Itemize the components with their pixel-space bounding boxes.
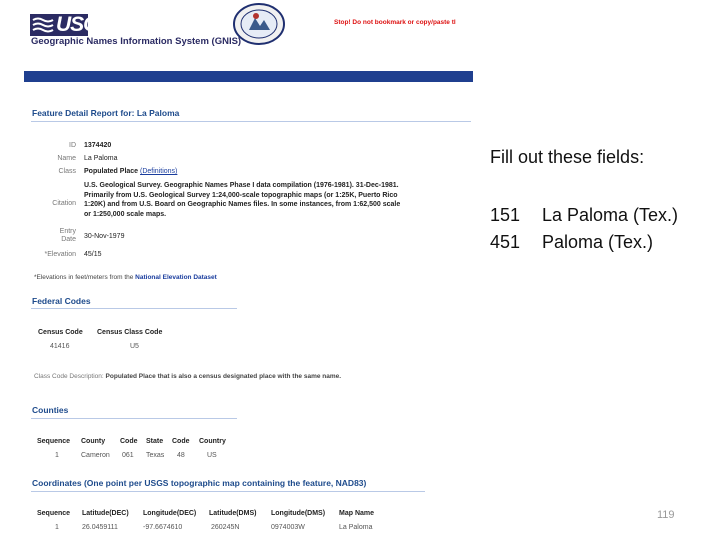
citation-line: 1:20K) and from U.S. Board on Geographic Names files. In some instances, from 1:62,500 scale xyxy=(84,201,401,209)
country-header: Country xyxy=(199,438,226,445)
citation-line: U.S. Geological Survey. Geographic Names Phase I data compilation (1976-1981). 31-Dec-1981. xyxy=(84,182,399,189)
answer-451-code: 451 xyxy=(490,232,521,252)
county-sequence-value: 1 xyxy=(55,452,59,459)
federal-codes-heading: Federal Codes xyxy=(32,296,91,306)
answer-151-code: 151 xyxy=(490,205,521,225)
state-header: State xyxy=(146,438,164,445)
answer-151-text: La Paloma (Tex.) xyxy=(542,205,679,225)
latitude-dms-value: 260245N xyxy=(211,524,240,531)
county-value: Cameron xyxy=(81,452,110,459)
instruction-text: Fill out these fields: xyxy=(490,147,645,167)
definitions-link[interactable]: (Definitions) xyxy=(140,168,178,175)
coordinates-divider xyxy=(31,491,425,492)
latitude-dec-header: Latitude(DEC) xyxy=(82,510,129,517)
class-code-description xyxy=(34,373,341,380)
county-code-value: 061 xyxy=(122,452,134,459)
class-value-text: Populated Place xyxy=(84,168,139,175)
longitude-dms-header: Longitude(DMS) xyxy=(271,510,326,517)
elevation-value: 45/15 xyxy=(84,251,102,258)
id-label: ID xyxy=(69,142,76,149)
usgs-logo-text: USGS xyxy=(56,13,112,36)
map-name-value: La Paloma xyxy=(339,524,373,531)
state-value: Texas xyxy=(146,452,165,459)
report-title: Feature Detail Report for: La Paloma xyxy=(32,108,180,118)
citation-line: Primarily from U.S. Geological Survey 1:24,000-scale topographic maps (or 1:25K, Puerto Rico xyxy=(84,191,398,199)
department-seal-icon xyxy=(232,2,286,46)
report-divider xyxy=(31,121,471,122)
elevation-label: *Elevation xyxy=(44,251,76,258)
coord-sequence-value: 1 xyxy=(55,524,59,531)
longitude-dms-value: 0974003W xyxy=(271,524,305,531)
census-code-value: 41416 xyxy=(50,343,70,350)
federal-codes-divider xyxy=(31,308,237,309)
class-code-description-label: Class Code Description: xyxy=(34,373,104,380)
class-label: Class xyxy=(58,168,76,175)
elevation-note-text: *Elevations in feet/meters from the xyxy=(34,274,134,281)
latitude-dec-value: 26.0459111 xyxy=(82,524,118,531)
county-code-header: Code xyxy=(120,438,138,445)
class-code-description-value: Populated Place that is also a census designated place with the same name. xyxy=(105,373,342,380)
census-class-code-header: Census Class Code xyxy=(97,329,163,336)
latitude-dms-header: Latitude(DMS) xyxy=(209,510,257,517)
longitude-dec-value: -97.6674610 xyxy=(143,524,183,531)
state-code-header: Code xyxy=(172,438,190,445)
answer-451-text: Paloma (Tex.) xyxy=(542,232,654,252)
counties-heading: Counties xyxy=(32,405,69,415)
county-header: County xyxy=(81,438,106,445)
coordinates-heading: Coordinates (One point per USGS topographic map containing the feature, NAD83) xyxy=(32,478,367,488)
name-value: La Paloma xyxy=(84,155,118,162)
entry-date-value: 30-Nov-1979 xyxy=(84,233,125,240)
map-name-header: Map Name xyxy=(339,510,375,517)
class-value xyxy=(84,168,177,175)
entry-date-label xyxy=(36,228,76,244)
census-code-header: Census Code xyxy=(38,329,83,336)
header-bar xyxy=(24,71,473,82)
national-elevation-dataset-link[interactable]: National Elevation Dataset xyxy=(135,274,217,281)
entry-label-line: Entry xyxy=(59,228,76,235)
date-label-line: Date xyxy=(61,236,76,243)
usgs-wave-icon xyxy=(32,16,54,34)
coord-sequence-header: Sequence xyxy=(37,510,71,517)
country-value: US xyxy=(207,452,217,459)
slide-page-number: 119 xyxy=(657,509,675,521)
citation-value xyxy=(84,181,400,219)
county-sequence-header: Sequence xyxy=(37,438,71,445)
longitude-dec-header: Longitude(DEC) xyxy=(143,510,197,517)
citation-label: Citation xyxy=(52,200,76,207)
bookmark-warning: Stop! Do not bookmark or copy/paste tl xyxy=(334,19,456,26)
id-value: 1374420 xyxy=(84,142,112,149)
state-code-value: 48 xyxy=(177,452,185,459)
counties-divider xyxy=(31,418,237,419)
system-title: Geographic Names Information System (GNIS) xyxy=(31,36,242,47)
elevation-note xyxy=(34,274,217,281)
census-class-code-value: U5 xyxy=(130,343,139,350)
citation-line: or 1:250,000 scale maps. xyxy=(84,210,167,218)
name-label: Name xyxy=(57,155,76,162)
